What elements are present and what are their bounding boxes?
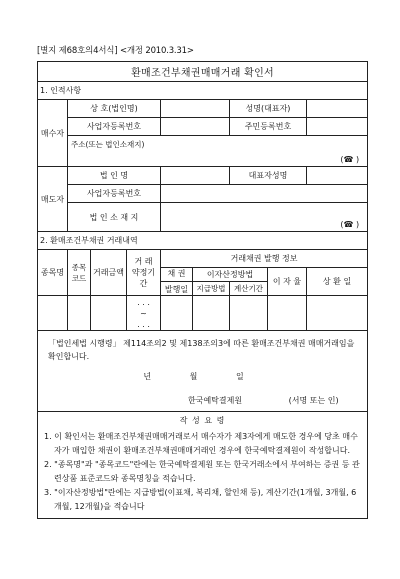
seller-address-label: 법 인 소 재 지 bbox=[68, 203, 161, 232]
buyer-resno-field[interactable] bbox=[307, 118, 368, 136]
col-period: 거 래 약정기간 bbox=[127, 250, 161, 296]
col-item-code: 종목 코드 bbox=[68, 250, 91, 296]
certificate-form bbox=[37, 61, 367, 579]
buyer-name-label: 상 호(법인명) bbox=[68, 100, 161, 118]
instruction-item-3: 3. "이자산정방법"란에는 지급방법(이표채, 복리채, 할인채 등), 계산기간(1개월, 3개월, 6개월, 12개월)을 적습니다 bbox=[44, 488, 357, 511]
cell-item-name[interactable] bbox=[38, 296, 68, 331]
seller-name-label: 법 인 명 bbox=[68, 167, 161, 185]
buyer-bizno-label: 사업자등록번호 bbox=[68, 118, 161, 136]
col-issue-date-top: 채 권 bbox=[167, 269, 186, 278]
buyer-bizno-field[interactable] bbox=[161, 118, 230, 136]
instruction-item-2: 2. "종목명"과 "종목코드"란에는 한국예탁결제원 또는 한국거래소에서 부여하는 증권 등 관련상품 표준코드와 종목명칭을 적습니다. bbox=[44, 460, 360, 483]
cell-item-code[interactable] bbox=[68, 296, 91, 331]
cell-maturity[interactable] bbox=[307, 296, 368, 331]
issuer-name: 한국예탁결제원 bbox=[188, 395, 243, 405]
seller-rep-label: 대표자성명 bbox=[230, 167, 307, 185]
cell-rate[interactable] bbox=[268, 296, 307, 331]
seller-address-field[interactable] bbox=[161, 203, 368, 232]
buyer-address-field[interactable] bbox=[68, 136, 368, 167]
col-maturity: 상 환 일 bbox=[307, 268, 368, 296]
col-interest-method: 이자산정방법 bbox=[193, 268, 268, 282]
seller-bizno-label: 사업자등록번호 bbox=[68, 185, 161, 203]
buyer-address-label: 주소(또는 법인소재지) bbox=[71, 140, 145, 149]
col-pay-method: 지급방법 bbox=[193, 282, 230, 296]
form-title: 환매조건부채권매매거래 확인서 bbox=[38, 62, 368, 82]
instructions-title: 작 성 요 령 bbox=[179, 416, 226, 425]
seller-rep-field[interactable] bbox=[307, 167, 368, 185]
signature-stamp: (서명 또는 인) bbox=[288, 395, 339, 405]
seller-name-field[interactable] bbox=[161, 167, 230, 185]
section-trade-details: 2. 환매조건부채권 거래내역 bbox=[38, 232, 368, 250]
col-issue-info: 거래채권 발행 정보 bbox=[161, 250, 368, 268]
certification-date: 년 월 일 bbox=[38, 363, 368, 389]
cell-issue-date[interactable] bbox=[161, 296, 193, 331]
instruction-item-1: 1. 이 확인서는 환매조건부채권매매거래로서 매수자가 제3자에게 매도한 경우에 당초 매수자가 매입한 채권이 환매조건부채권매매거래인 경우에 한국예탁결제원이 작성합니다. bbox=[44, 432, 358, 455]
cell-amount[interactable] bbox=[91, 296, 127, 331]
buyer-rep-label: 성명(대표자) bbox=[230, 100, 307, 118]
buyer-role-label: 매수자 bbox=[38, 100, 68, 167]
buyer-phone-mark: (☎ ) bbox=[340, 155, 360, 164]
section-party-info: 1. 인적사항 bbox=[38, 82, 368, 100]
cell-period[interactable]: . . . ~ . . . bbox=[127, 296, 161, 331]
form-reference: [별지 제68호의4서식] <개정 2010.3.31> bbox=[37, 46, 194, 56]
seller-bizno-field[interactable] bbox=[161, 185, 368, 203]
buyer-rep-field[interactable] bbox=[307, 100, 368, 118]
buyer-resno-label: 주민등록번호 bbox=[230, 118, 307, 136]
certification-issuer-row bbox=[38, 389, 368, 412]
col-rate: 이 자 율 bbox=[268, 268, 307, 296]
col-issue-date-bottom: 발행일 bbox=[161, 281, 192, 295]
col-issue-date bbox=[161, 268, 193, 296]
col-amount: 거래금액 bbox=[91, 250, 127, 296]
buyer-name-field[interactable] bbox=[161, 100, 230, 118]
seller-role-label: 매도자 bbox=[38, 167, 68, 232]
col-item-name: 종목명 bbox=[38, 250, 68, 296]
col-calc-period: 계산기간 bbox=[230, 282, 268, 296]
certification-text: 「법인세법 시행령」 제114조의2 및 제138조의3에 따른 환매조건부채권 매매거래임을 확인합니다. bbox=[38, 331, 368, 364]
form-table bbox=[37, 61, 368, 519]
cell-pay-method[interactable] bbox=[193, 296, 230, 331]
cell-calc-period[interactable] bbox=[230, 296, 268, 331]
instructions-section bbox=[38, 412, 368, 519]
seller-phone-mark: (☎ ) bbox=[340, 220, 360, 229]
